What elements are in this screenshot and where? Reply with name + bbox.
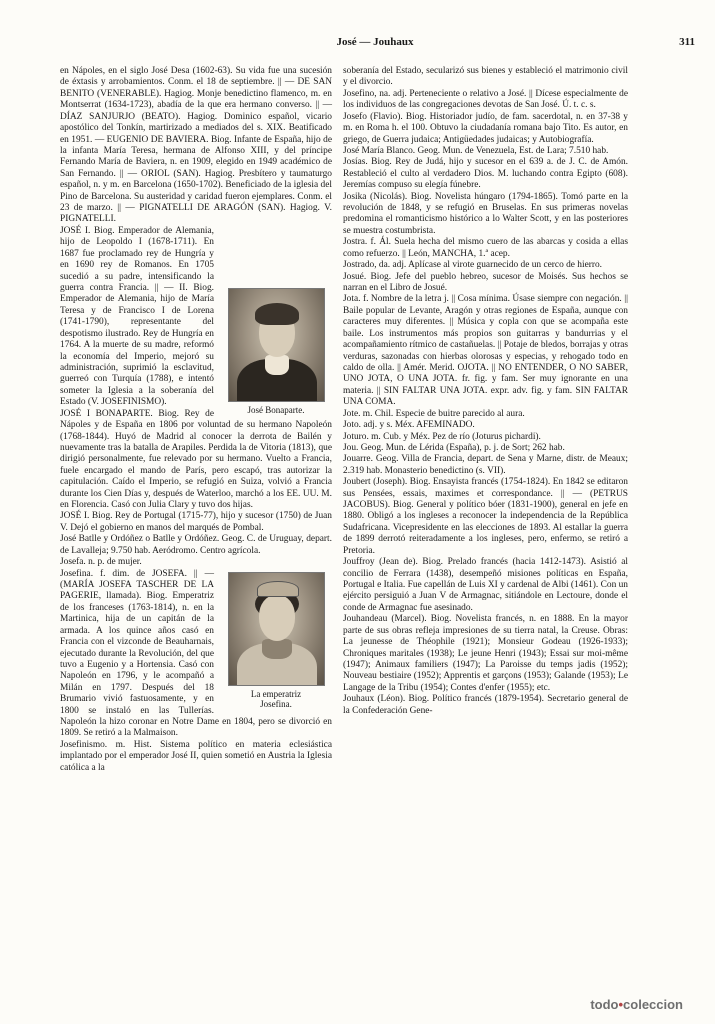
entry-josefinismo: Josefinismo. m. Hist. Sistema político en materia eclesiástica implantado por el emperador José II, quien sometió en Austria la Iglesia católica a la <box>60 739 332 773</box>
entry-joturo: Joturo. m. Cub. y Méx. Pez de río (Joturus pichardi). <box>343 431 541 442</box>
figure-jose-bonaparte <box>220 288 332 415</box>
watermark-logo: todo•coleccion <box>590 997 683 1012</box>
entry-jouffroy: Jouffroy (Jean de). Biog. Prelado francés (hacia 1412-1473). Asistió al concilio de Ferrara (1438), desempeñó misiones políticas en España, Portugal e Italia. Fue capellán de Luis XI y cardenal de Albi (1461). Con un ejército persiguió a Juan V de Armagnac, sitiándole en Lectoure, donde el conde de Armagnac fue asesinado. <box>343 557 628 613</box>
entry-josefo: Josefo (Flavio). Biog. Historiador judío, de fam. sacerdotal, n. en 37-38 y m. en Roma h. el 100. Obtuvo la ciudadanía romana bajo Tito. Es autor, en griego, de Guerra judaica; Antigüedades judaicas; y Autobiografía. <box>343 111 628 145</box>
entry-joto: Joto. adj. y s. Méx. AFEMINADO. <box>343 420 475 431</box>
entry-josefina: La emperatriz Josefina. Josefina. f. dim. de JOSEFA. || — (MARÍA JOSEFA TASCHER DE LA PAGERIE, llamada). Biog. Emperatriz de los franceses (1763-1814), n. en la Martinica, hija de un capitán de la armada. A los quince años casó en Francia con el vizconde de Beauharnais, ejecutado durante la Revolución, del que tuvo a Eugenio y a Hortensia. Casó con Napoleón en 1796, y le acompañó a Milán en 1797. Después del 18 Brumario vivió fastuosamente, y en 1800 se instaló en las Tullerías. Napoleón la hizo coronar en Notre Dame en 1804, pero se divorció en 1809. Se retiró a la Malmaison. <box>60 568 332 739</box>
portrait-josefina-image <box>228 572 325 686</box>
entry-jose-batlle: José Batlle y Ordóñez o Batlle y Ordóñez. Geog. C. de Uruguay, depart. de Lavalleja; 9.750 hab. Aeródromo. Centro agrícola. <box>60 534 332 556</box>
entry-jota: Jota. f. Nombre de la letra j. || Cosa mínima. Úsase siempre con negación. || Baile popular de Levante, Aragón y otras regiones de España, aunque con caracteres muy diferentes. || Música y copla con que se acompaña este baile. Los instrumentos más propios son guitarras y bandurrias y el acompañamiento rítmico de castañuelas. || Potaje de bledos, borrajas y otras verduras, sazonadas con hierbas olorosas y especias, y rehogado todo en caldo de olla. || Amér. Merid. OJOTA. || NO ENTENDER, O NO SABER, UNO JOTA, O UNA JOTA. fr. fig. y fam. Ser muy ignorante en una materia. || SIN FALTAR UNA JOTA. expr. adv. fig. y fam. SIN FALTAR UNA COMA. <box>343 294 628 408</box>
entry-jouarre: Jouarre. Geog. Villa de Francia, depart. de Sena y Marne, distr. de Meaux; 2.319 hab. Monasterio benedictino (s. VII). <box>343 454 628 476</box>
figure-caption: José Bonaparte. <box>247 404 305 415</box>
entry-jose-maria-blanco: José María Blanco. Geog. Mun. de Venezuela, Est. de Lara; 7.510 hab. <box>343 145 609 156</box>
page-number: 311 <box>679 36 695 48</box>
running-head: José — Jouhaux <box>336 36 414 48</box>
right-column <box>343 66 628 717</box>
entry-joubert: Joubert (Joseph). Biog. Ensayista francés (1754-1824). En 1842 se editaron sus Pensées, essais, maximes et correspondance. || — (PETRUS JACOBUS). Biog. General y político bóer (1831-1900), general en jefe en 1880. Obligó a los ingleses a reconocer la independencia de la República Sudafricana. Vicepresidente en las elecciones de 1893. Al estallar la guerra de 1899 derrotó reiteradamente a los ingleses, pero, enfermo, se retiró a Pretoria. <box>343 477 628 556</box>
entry-jose-saints: en Nápoles, en el siglo José Desa (1602-63). Su vida fue una sucesión de éxtasis y arrobamientos. Conm. el 18 de septiembre. || — DE SAN BENITO (VENERABLE). Hagiog. Monje benedictino flamenco, m. en Montserrat (1634-1723), abadía de la que era hermano converso. || — DÍAZ SANJURJO (BEATO). Hagiog. Dominico español, vicario apostólico del Tonkín, martirizado a mediados del s. XIX. Beatificado en 1951. — EUGENIO DE BAVIERA. Biog. Infante de España, hijo de la infanta María Teresa, hermana de Alfonso XIII, y del príncipe Fernando María de Baviera, n. en 1909, elegido en 1949 académico de San Fernando. || — ORIOL (SAN). Hagiog. Presbítero y taumaturgo español, n. y m. en Barcelona (1650-1702). Beneficiado de la iglesia del Pino de Barcelona. Su austeridad y caridad fueron ejemplares. Conm. el 23 de marzo. || — PIGNATELLI DE ARAGÓN (SAN). Hagiog. V. PIGNATELLI. <box>60 66 332 225</box>
entry-jou: Jou. Geog. Mun. de Lérida (España), p. j. de Sort; 262 hab. <box>343 442 565 453</box>
entry-continuation: soberanía del Estado, secularizó sus bienes y estableció el matrimonio civil y el divorcio. <box>343 66 628 88</box>
left-column <box>60 66 332 774</box>
portrait-jose-bonaparte-image <box>228 288 325 402</box>
page-header <box>55 36 695 54</box>
entry-jose-bonaparte: JOSÉ I BONAPARTE. Biog. Rey de Nápoles y de España en 1806 por voluntad de su hermano Napoleón (1768-1844). Huyó de Madrid al conocer la derrota de Bailén y nuevamente tras la batalla de Arapiles. Perdida la de Vitoria (1813), que dirigió personalmente, fue relevado por su hermano. Vuelto a Francia, fuele encargado el mando de París, pero escapó, tras autorizar la capitulación. Caído el Imperio, se refugió en Suiza, volvió a Francia durante los Cien Días y, después de Waterloo, marchó a los EE. UU. M. en Florencia. Casó con Julia Clary y tuvo dos hijas. <box>60 408 332 511</box>
entry-jote: Jote. m. Chil. Especie de buitre parecido al aura. <box>343 408 525 419</box>
entry-jose-emperors: José Bonaparte. JOSÉ I. Biog. Emperador de Alemania, hijo de Leopoldo I (1678-1711). En 1687 fue proclamado rey de Hungría y en 1690 rey de Romanos. En 1705 sucedió a su padre, intensificando la guerra contra Francia. || — II. Biog. Emperador de Alemania, hijo de María Teresa y de Francisco I de Lorena (1741-1790), representante del despotismo ilustrado. Rey de Hungría en 1764. A la muerte de su madre, reformó la economía del Imperio, mejoró su administración, suprimió la esclavitud, guerreó con Turquía (1788), e intentó someter la Iglesia a la soberanía del Estado (V. JOSEFINISMO). <box>60 226 332 409</box>
entry-josika: Josika (Nicolás). Biog. Novelista húngaro (1794-1865). Tomó parte en la revolución de 1848, y se refugió en Bruselas. En sus primeras novelas predomina el romanticismo histórico a lo Walter Scott, y en las posteriores se muestra costumbrista. <box>343 191 628 236</box>
entry-josefino: Josefino, na. adj. Perteneciente o relativo a José. || Dícese especialmente de los individuos de las congregaciones devotas de San José. Ú. t. c. s. <box>343 88 628 111</box>
figure-josefina <box>220 572 332 710</box>
entry-jose-portugal: JOSÉ I. Biog. Rey de Portugal (1715-77), hijo y sucesor (1750) de Juan V. Dejó el gobierno en manos del marqués de Pombal. <box>60 511 332 533</box>
entry-josefa: Josefa. n. p. de mujer. <box>60 557 142 568</box>
entry-jostrado: Jostrado, da. adj. Aplícase al virote guarnecido de un cerco de hierro. <box>343 260 603 271</box>
entry-josias: Josías. Biog. Rey de Judá, hijo y sucesor en el 639 a. de J. C. de Amón. Restableció el culto al verdadero Dios. M. luchando contra Egipto (608). Jeremías compuso su elegía fúnebre. <box>343 157 628 191</box>
entry-jouhandeau: Jouhandeau (Marcel). Biog. Novelista francés, n. en 1888. En la mayor parte de sus obras refleja impresiones de su tierra natal, la Creuse. Obras: La jeunesse de Théophile (1921); Monsieur Godeau (1926-1933); Chroniques maritales (1938); Le jeune Henri (1943); Essai sur moi-même (1947); Animaux familiers (1947); La Paroisse du temps jadis (1952); Nouveau bestiaire (1952); Apprentis et garçons (1953); Galande (1953); Le Langage de la Tribu (1954); Contes d'enfer (1955); etc. <box>343 614 628 693</box>
figure-caption: La emperatriz Josefina. <box>250 688 302 709</box>
entry-jostra: Jostra. f. Ál. Suela hecha del mismo cuero de las abarcas y cosida a ellas como refuerzo. || León, MANCHA, 1.ª acep. <box>343 237 628 259</box>
entry-jouhaux: Jouhaux (Léon). Biog. Político francés (1879-1954). Secretario general de la Confederación Gene- <box>343 694 628 716</box>
entry-josue: Josué. Biog. Jefe del pueblo hebreo, sucesor de Moisés. Sus hechos se narran en el Libro de Josué. <box>343 271 628 294</box>
